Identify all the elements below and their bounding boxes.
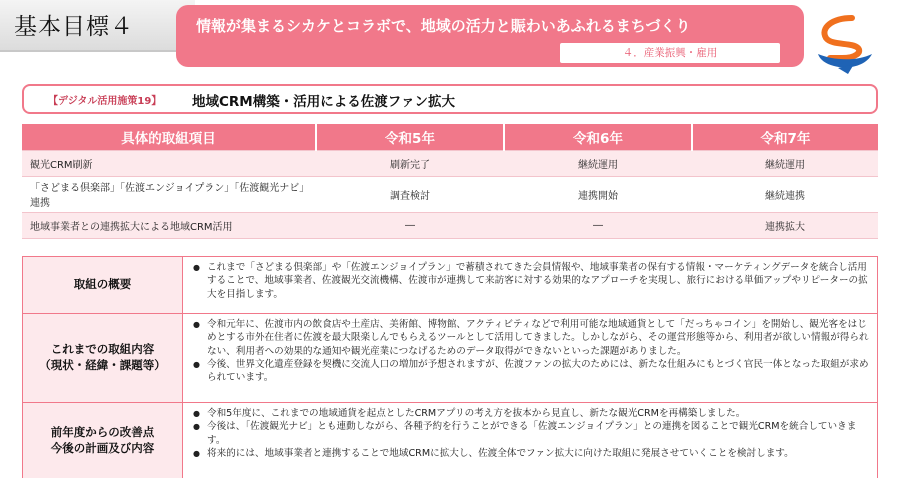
plan-bullet: ● 令和5年度に、これまでの地域通貨を起点としたCRMアプリの考え方を抜本から見直し、新たな観光CRMを再構築しました。: [193, 407, 869, 420]
row-r5: ―: [316, 212, 504, 238]
goal-title: 情報が集まるシカケとコラボで、地域の活力と賑わいあふれるまちづくり: [196, 17, 691, 35]
goal-tab: [0, 0, 195, 52]
header-r7: 令和7年: [692, 124, 878, 150]
plan-table-header: [22, 124, 878, 150]
overview-row: [23, 257, 877, 313]
table-row: [22, 150, 878, 176]
header-r5: 令和5年: [316, 124, 504, 150]
overview-body: [183, 257, 877, 313]
history-body: [183, 314, 877, 402]
goal-subtitle: ４．産業振興・雇用: [560, 43, 780, 63]
plan-label: 前年度からの改善点 今後の計画及び内容: [23, 403, 183, 478]
measure-title-bar: [22, 84, 878, 114]
history-label: これまでの取組内容 （現状・経緯・課題等）: [23, 314, 183, 402]
row-r7: 継続連携: [692, 176, 878, 212]
row-r7: 継続運用: [692, 150, 878, 176]
plan-row: [23, 403, 877, 478]
row-item: 「さどまる倶楽部」「佐渡エンジョイプラン」「佐渡観光ナビ」連携: [22, 176, 316, 212]
table-row: [22, 212, 878, 238]
overview-bullet: ● これまで「さどまる倶楽部」や「佐渡エンジョイプラン」で蓄積されてきた会員情報や、地域事業者の保有する情報・マーケティングデータを統合し活用することで、地域事業者、佐渡観光交流機構、佐渡市が連携して来訪客に対する効果的なアプローチを実現し、旅行における単価アップやリピーターの拡大を目指します。: [193, 261, 869, 301]
plan-body: [183, 403, 877, 478]
history-bullet: ● 今後、世界文化遺産登録を契機に交流人口の増加が予想されますが、佐渡ファンの拡大のためには、新たな仕組みにもとづく官民一体となった取組が求められています。: [193, 358, 869, 385]
measure-tag: 【デジタル活用施策19】: [48, 96, 162, 107]
goal-banner: [176, 5, 804, 67]
goal-label: 基本目標４: [14, 14, 134, 40]
table-row: [22, 176, 878, 212]
row-r6: 継続運用: [504, 150, 692, 176]
measure-title: 地域CRM構築・活用による佐渡ファン拡大: [192, 94, 455, 110]
header-item: 具体的取組項目: [22, 124, 316, 150]
history-bullet: ● 令和元年に、佐渡市内の飲食店や土産店、美術館、博物館、アクティビティなどで利用可能な地域通貨として「だっちゃコイン」を開始し、観光客をはじめとする市外在住者に佐渡を最大限楽しんでもらえるツールとして活用してきました。しかしながら、その運営形態等から、利用者が欲しい情報が得られない、利用者への効果的な通知や観光産業につなげるためのデータ取得ができないといった課題がありました。: [193, 318, 869, 358]
sado-logo-icon: [812, 14, 880, 76]
row-item: 観光CRM刷新: [22, 150, 316, 176]
row-r6: 連携開始: [504, 176, 692, 212]
overview-label: 取組の概要: [23, 257, 183, 313]
header-r6: 令和6年: [504, 124, 692, 150]
plan-bullet: ● 今後は、「佐渡観光ナビ」とも連動しながら、各種予約を行うことができる「佐渡エンジョイプラン」との連携を図ることで観光CRMを統合していきます。: [193, 420, 869, 447]
row-r5: 刷新完了: [316, 150, 504, 176]
plan-table: [22, 124, 878, 239]
history-row: [23, 314, 877, 402]
row-r5: 調査検討: [316, 176, 504, 212]
detail-section: [22, 256, 878, 478]
row-r7: 連携拡大: [692, 212, 878, 238]
row-item: 地域事業者との連携拡大による地域CRM活用: [22, 212, 316, 238]
plan-bullet: ● 将来的には、地域事業者と連携することで地域CRMに拡大し、佐渡全体でファン拡大に向けた取組に発展させていくことを検討します。: [193, 447, 869, 460]
row-r6: ―: [504, 212, 692, 238]
